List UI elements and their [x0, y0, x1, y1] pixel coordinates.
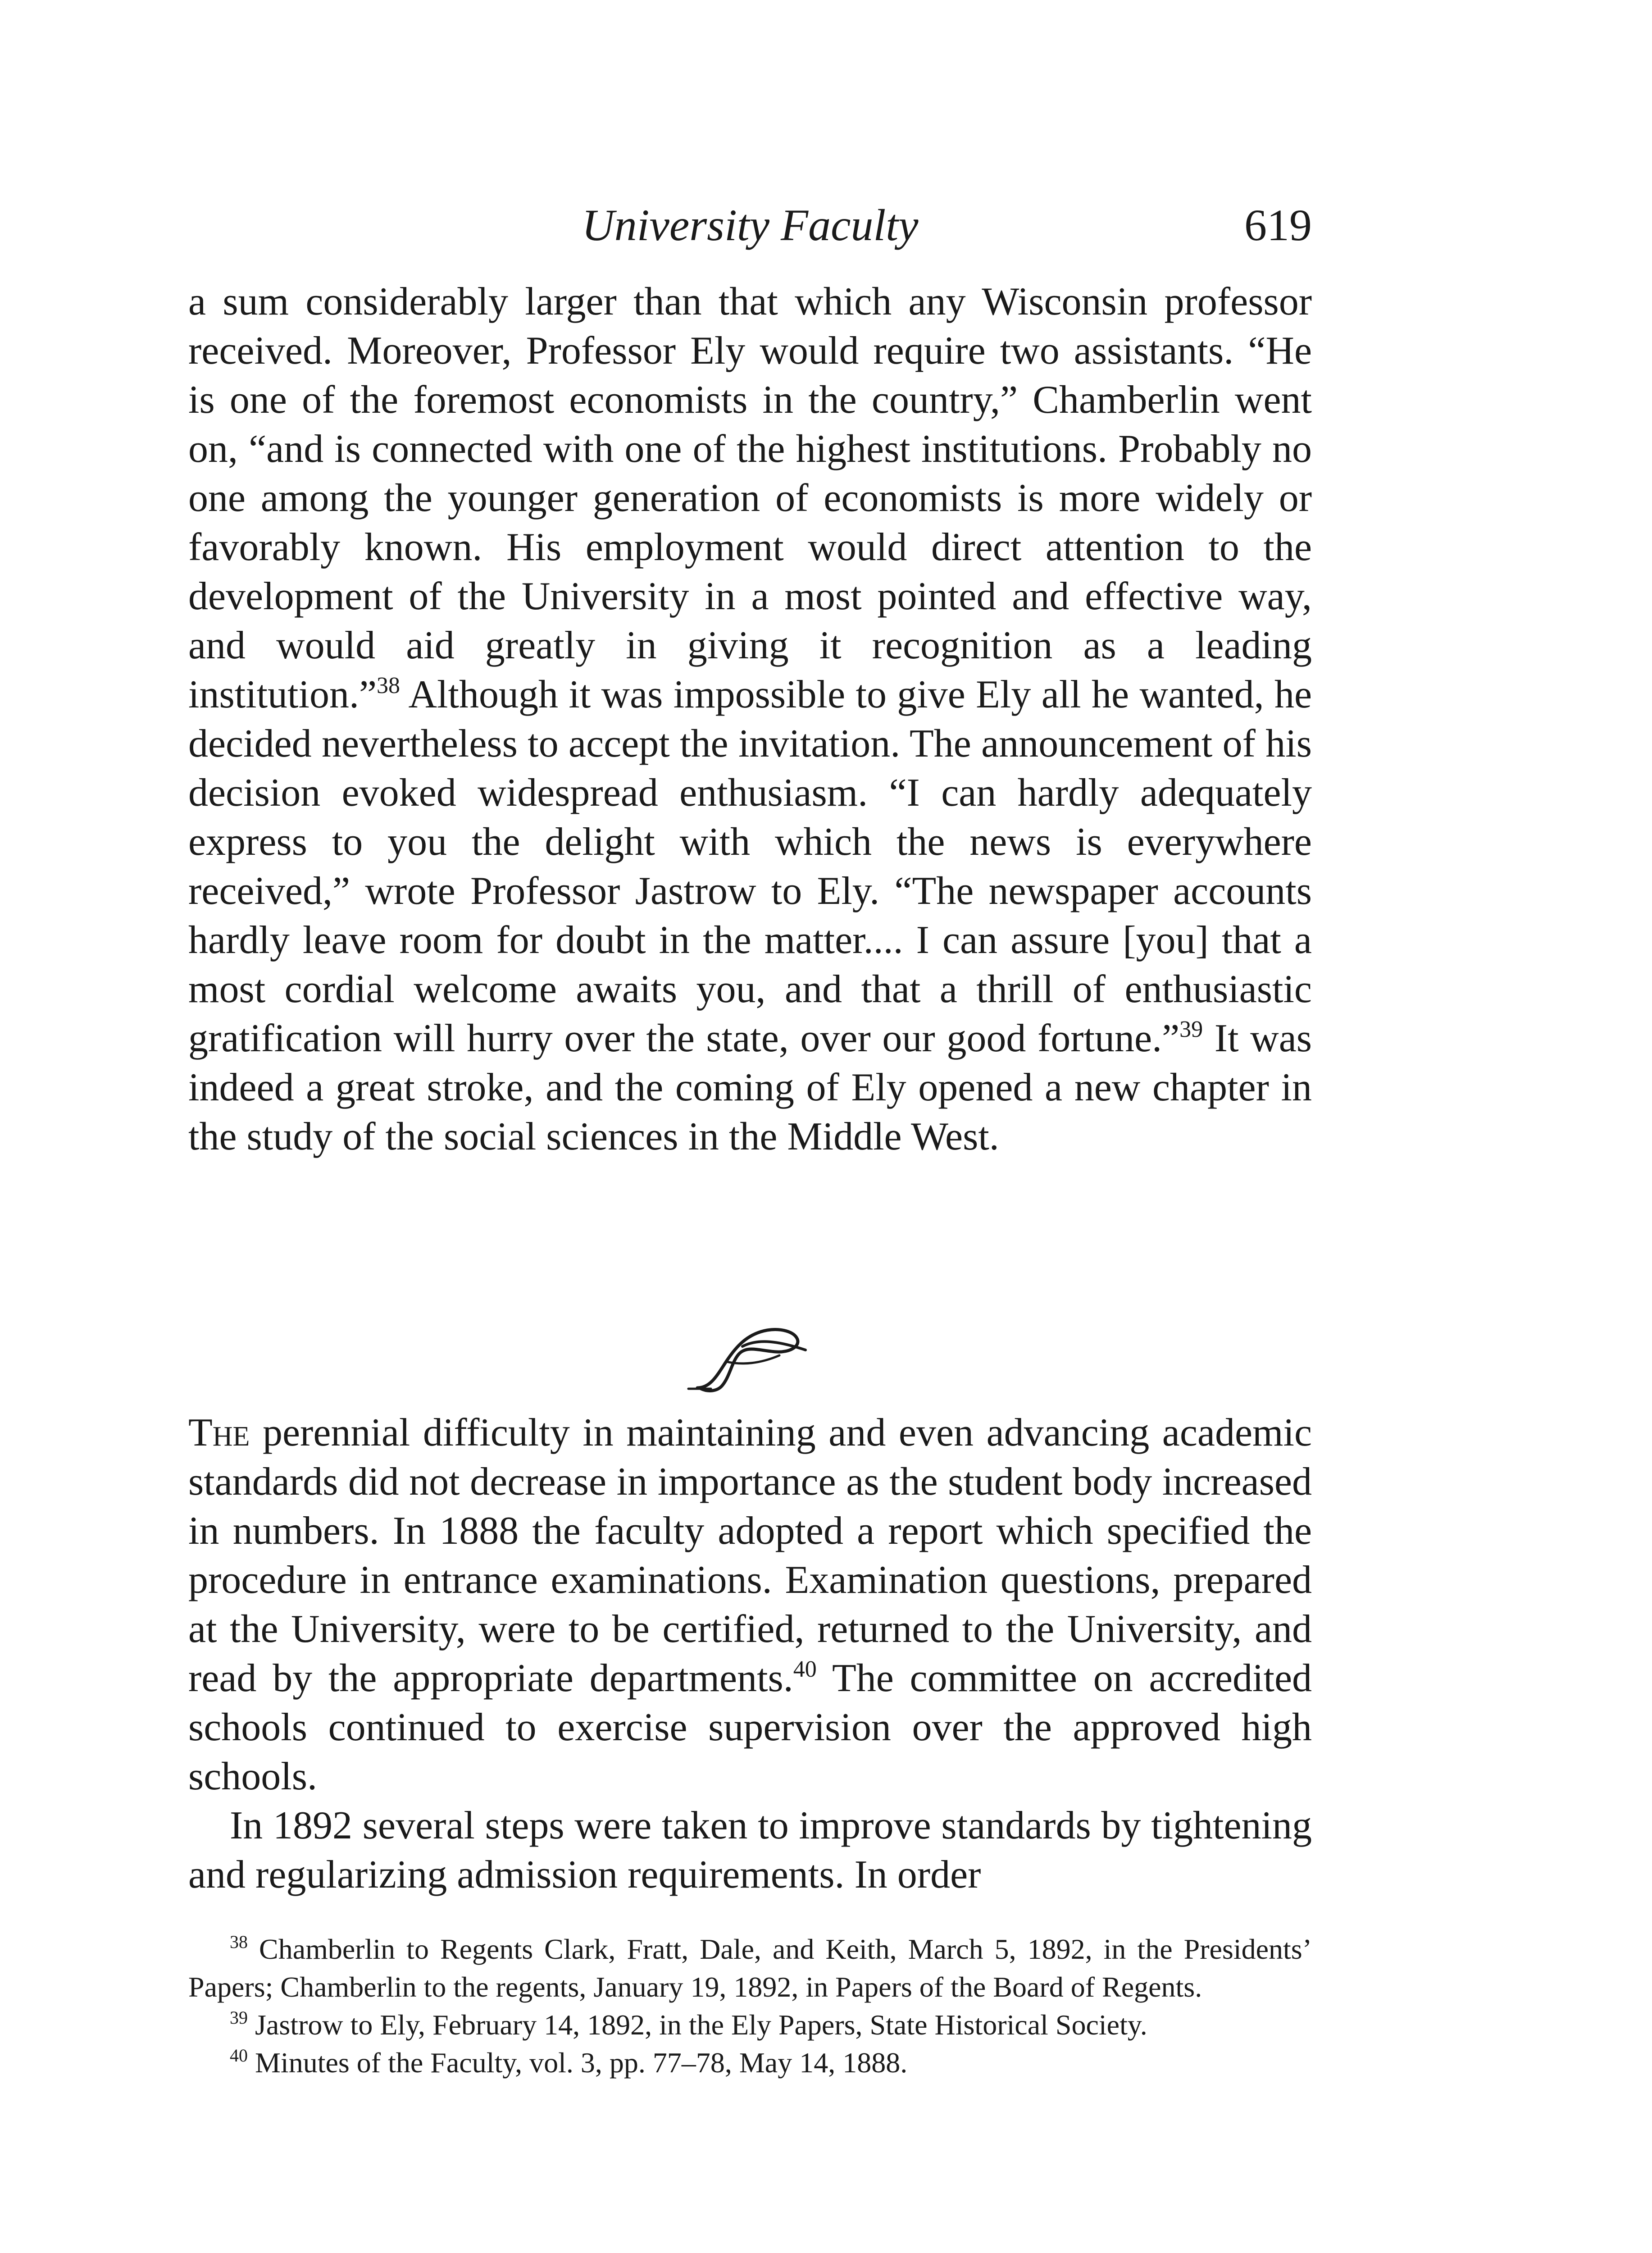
footnote-40 [188, 2044, 1312, 2082]
paragraph-text: perennial difficulty in maintaining and even advancing academic standards did not decrease in importance as the student body increased in numbers. In 1888 the faculty adopted a report which specified the procedure in entrance examinations. Examination questions, prepared at the University, were to be certified, returned to the University, and read by the appropriate departments. [188, 1411, 1312, 1700]
page-number: 619 [1244, 200, 1312, 250]
footnote-mark: 38 [230, 1932, 248, 1952]
paragraph-ely-appointment [188, 277, 1312, 1161]
footnote-39 [188, 2006, 1312, 2044]
note-reference-38: 38 [377, 673, 400, 698]
paragraph-text: Although it was impossible to give Ely all he wanted, he decided nevertheless to accept the invitation. The announcement of his decision evoked widespread enthusiasm. “I can hardly adequately express to you the delight with which the news is everywhere received,” wrote Professor Jastrow to Ely. “The newspaper accounts hardly leave room for doubt in the matter.... I can assure [you] that a most cordial welcome awaits you, and that a thrill of enthusiastic gratification will hurry over the state, over our good fortune.” [188, 673, 1312, 1060]
footnote-text: Minutes of the Faculty, vol. 3, pp. 77–78, May 14, 1888. [248, 2047, 908, 2079]
section-lead-word: The [188, 1411, 250, 1455]
paragraph-academic-standards [188, 1408, 1312, 1801]
footnote-mark: 39 [230, 2007, 248, 2028]
section-ornament-icon [679, 1320, 815, 1397]
footnotes [188, 1930, 1312, 2082]
running-title: University Faculty [582, 200, 919, 250]
note-reference-40: 40 [793, 1656, 817, 1682]
paragraph-admission-requirements [188, 1801, 1312, 1899]
paragraph-text: a sum considerably larger than that which any Wisconsin professor received. Moreover, Professor Ely would require two assistants. “He is one of the foremost economists in the country,” Chamberlin went on, “and is connected with one of the highest institutions. Probably no one among the younger generation of economists is more widely or favorably known. His employment would direct attention to the development of the University in a most pointed and effective way, and would aid greatly in giving it recognition as a leading institution.” [188, 280, 1312, 716]
footnote-38 [188, 1930, 1312, 2006]
paragraph-text: In 1892 several steps were taken to improve standards by tightening and regularizing admission requirements. In order [188, 1804, 1312, 1897]
note-reference-39: 39 [1179, 1017, 1203, 1042]
running-head [188, 189, 1312, 261]
footnote-mark: 40 [230, 2045, 248, 2066]
footnote-text: Chamberlin to Regents Clark, Fratt, Dale, and Keith, March 5, 1892, in the Presidents’ Papers; Chamberlin to the regents, January 19, 1892, in Papers of the Board of Regents. [188, 1933, 1312, 2003]
body-text-bottom [188, 1408, 1312, 1899]
footnote-text: Jastrow to Ely, February 14, 1892, in the Ely Papers, State Historical Society. [248, 2009, 1147, 2041]
paragraph-text: The committee on accredited schools continued to exercise supervision over the approved high schools. [188, 1656, 1312, 1798]
paragraph-text: It was indeed a great stroke, and the coming of Ely opened a new chapter in the study of the social sciences in the Middle West. [188, 1017, 1312, 1158]
body-text-top [188, 277, 1312, 1161]
